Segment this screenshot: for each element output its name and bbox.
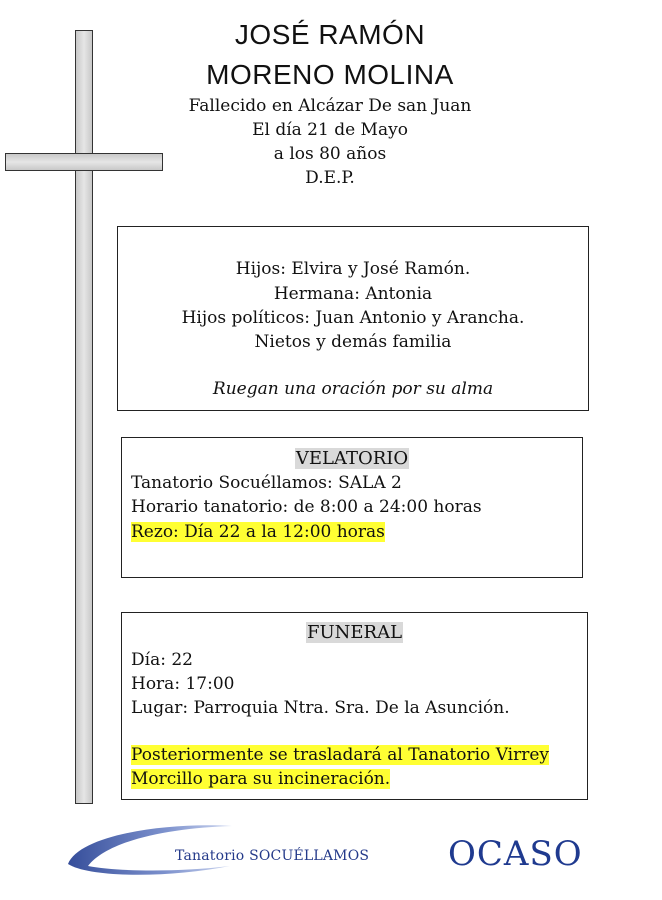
velatorio-title: VELATORIO <box>295 448 409 469</box>
family-line-children: Hijos: Elvira y José Ramón. <box>235 259 471 279</box>
velatorio-box <box>121 437 583 578</box>
deceased-name-line-2: MORENO MOLINA <box>206 59 454 90</box>
deceased-name-line-1: JOSÉ RAMÓN <box>234 19 426 50</box>
family-box <box>117 226 589 411</box>
velatorio-location: Tanatorio Socuéllamos: SALA 2 <box>131 473 402 493</box>
rezo-highlight: Rezo: Día 22 a la 12:00 horas <box>131 522 385 542</box>
funeral-time: Hora: 17:00 <box>131 674 235 694</box>
death-date: El día 21 de Mayo <box>252 120 408 140</box>
age: a los 80 años <box>273 144 387 164</box>
transfer-note-line-1: Posteriormente se trasladará al Tanatorio Virrey <box>131 745 550 765</box>
cross-horizontal-beam <box>5 153 163 171</box>
funeral-place: Lugar: Parroquia Ntra. Sra. De la Asunción. <box>131 698 510 718</box>
death-place: Fallecido en Alcázar De san Juan <box>188 96 472 116</box>
dep: D.E.P. <box>305 168 355 188</box>
funeral-day: Día: 22 <box>131 650 193 670</box>
velatorio-hours: Horario tanatorio: de 8:00 a 24:00 horas <box>131 497 482 517</box>
family-line-grandchildren: Nietos y demás familia <box>254 332 452 352</box>
transfer-note-line-2: Morcillo para su incineración. <box>131 769 391 789</box>
funeral-title: FUNERAL <box>306 622 403 643</box>
cross-vertical-beam <box>75 30 93 804</box>
prayer-request: Ruegan una oración por su alma <box>212 379 494 399</box>
family-line-in-laws: Hijos políticos: Juan Antonio y Arancha. <box>181 308 525 328</box>
ocaso-logo: OCASO <box>448 834 583 874</box>
family-line-sister: Hermana: Antonia <box>273 284 433 304</box>
funeral-box <box>121 612 588 800</box>
tanatorio-logo-text: Tanatorio SOCUÉLLAMOS <box>175 848 370 864</box>
